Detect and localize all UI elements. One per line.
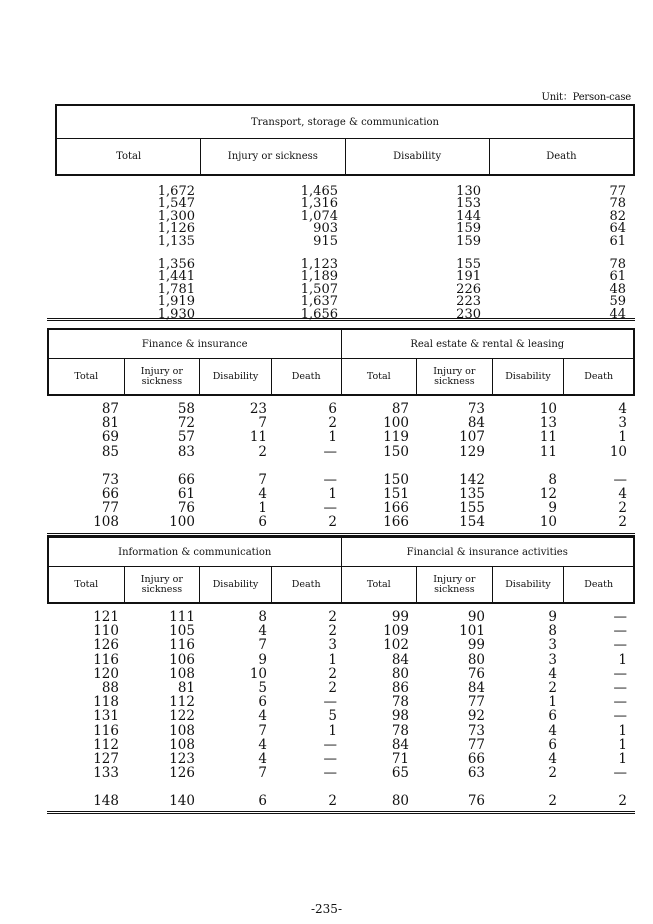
cell-injury-or-sickness: 57 xyxy=(177,429,195,446)
column-header-disability: Disability xyxy=(345,139,489,174)
table-row xyxy=(47,416,635,430)
cell-death: — xyxy=(323,443,337,460)
cell-total: 86 xyxy=(391,679,409,696)
cell-death: 3 xyxy=(618,415,627,432)
cell-total: 1,126 xyxy=(157,221,195,237)
table-row xyxy=(55,208,635,224)
cell-total: 119 xyxy=(383,429,409,446)
finance-realestate-table xyxy=(47,328,635,536)
cell-disability: 159 xyxy=(456,221,481,237)
cell-death: 4 xyxy=(618,485,627,502)
information-communication-title: Information & communication xyxy=(47,538,341,566)
cell-injury-or-sickness: 108 xyxy=(169,722,195,739)
cell-total: 1,930 xyxy=(157,306,195,322)
cell-injury-or-sickness: 1,637 xyxy=(300,294,338,310)
cell-death: 1 xyxy=(328,722,337,739)
cell-injury-or-sickness: 903 xyxy=(313,221,338,237)
table-row xyxy=(47,709,635,723)
cell-disability: 8 xyxy=(258,609,267,625)
transport-table-body xyxy=(55,176,635,321)
cell-disability: 2 xyxy=(548,765,557,782)
cell-disability: 7 xyxy=(258,637,267,654)
column-header-death: Death xyxy=(271,359,341,394)
cell-death: — xyxy=(323,471,337,488)
cell-death: 2 xyxy=(618,514,627,531)
cell-disability: 4 xyxy=(258,736,267,753)
cell-total: 118 xyxy=(93,694,119,711)
cell-disability: 223 xyxy=(456,294,481,310)
column-header-injury-or-sickness: Injury or sickness xyxy=(124,567,200,602)
cell-injury-or-sickness: 90 xyxy=(467,609,485,625)
cell-death: 48 xyxy=(609,281,626,297)
cell-death: — xyxy=(613,694,627,711)
column-header-disability: Disability xyxy=(199,359,271,394)
cell-injury-or-sickness: 108 xyxy=(169,736,195,753)
cell-total: 87 xyxy=(391,401,409,417)
cell-total: 108 xyxy=(93,514,119,531)
column-header-death: Death xyxy=(271,567,341,602)
table-titles xyxy=(47,328,635,359)
cell-injury-or-sickness: 58 xyxy=(177,401,195,417)
table-row xyxy=(55,198,635,210)
cell-disability: 4 xyxy=(258,708,267,725)
table-row xyxy=(47,445,635,459)
cell-total: 121 xyxy=(93,609,119,625)
column-header-total: Total xyxy=(74,578,99,590)
cell-disability: 1 xyxy=(548,694,557,711)
cell-injury-or-sickness: 155 xyxy=(459,500,485,517)
table-body xyxy=(47,604,635,814)
cell-total: 166 xyxy=(383,500,409,517)
cell-total: 88 xyxy=(101,679,119,696)
cell-disability: 130 xyxy=(456,184,481,199)
cell-disability: 11 xyxy=(539,443,557,460)
cell-death: — xyxy=(323,500,337,517)
cell-total: 84 xyxy=(391,651,409,668)
table-bottom-rule xyxy=(47,318,635,321)
cell-death: 1 xyxy=(618,429,627,446)
cell-disability: 9 xyxy=(548,609,557,625)
cell-death: 2 xyxy=(328,679,337,696)
cell-death: 6 xyxy=(328,401,337,417)
cell-death: 59 xyxy=(609,294,626,310)
cell-death: 61 xyxy=(609,269,626,285)
cell-death: — xyxy=(613,765,627,782)
real-estate-title: Real estate & rental & leasing xyxy=(341,330,636,358)
cell-disability: 3 xyxy=(548,651,557,668)
cell-death: — xyxy=(613,609,627,625)
table-row xyxy=(47,738,635,752)
cell-disability: 6 xyxy=(548,736,557,753)
cell-injury-or-sickness: 84 xyxy=(467,679,485,696)
cell-injury-or-sickness: 92 xyxy=(467,708,485,725)
table-row xyxy=(55,259,635,271)
cell-death: — xyxy=(323,694,337,711)
cell-disability: 9 xyxy=(548,500,557,517)
cell-injury-or-sickness: 116 xyxy=(169,637,195,654)
cell-injury-or-sickness: 126 xyxy=(169,765,195,782)
table-header-row xyxy=(47,359,635,396)
cell-disability: 2 xyxy=(548,679,557,696)
cell-death: 2 xyxy=(328,793,337,810)
cell-death: 2 xyxy=(328,609,337,625)
table-row xyxy=(47,766,635,780)
table-row xyxy=(47,681,635,695)
cell-disability: 4 xyxy=(258,750,267,767)
table-row xyxy=(47,695,635,709)
cell-injury-or-sickness: 61 xyxy=(177,485,195,502)
table-row xyxy=(47,473,635,487)
cell-total: 1,441 xyxy=(157,269,195,285)
cell-injury-or-sickness: 915 xyxy=(313,233,338,249)
column-header-death: Death xyxy=(563,359,633,394)
cell-injury-or-sickness: 111 xyxy=(169,609,195,625)
table-row xyxy=(47,430,635,444)
cell-death: — xyxy=(613,679,627,696)
cell-death: 2 xyxy=(328,623,337,640)
cell-disability: 4 xyxy=(548,722,557,739)
cell-death: 61 xyxy=(609,233,626,249)
cell-total: 77 xyxy=(101,500,119,517)
transport-group-1 xyxy=(55,186,635,248)
cell-total: 99 xyxy=(391,609,409,625)
cell-death: — xyxy=(613,623,627,640)
cell-death: 1 xyxy=(328,651,337,668)
table-row xyxy=(47,667,635,681)
cell-disability: 7 xyxy=(258,765,267,782)
cell-total: 66 xyxy=(101,485,119,502)
column-header-total: Total xyxy=(116,151,142,162)
cell-disability: 11 xyxy=(539,429,557,446)
cell-death: 64 xyxy=(609,221,626,237)
cell-disability: 10 xyxy=(539,401,557,417)
cell-total: 116 xyxy=(93,722,119,739)
cell-disability: 13 xyxy=(539,415,557,432)
cell-disability: 2 xyxy=(258,443,267,460)
cell-death: 4 xyxy=(618,401,627,417)
cell-total: 126 xyxy=(93,637,119,654)
cell-injury-or-sickness: 1,189 xyxy=(300,269,338,285)
table-row xyxy=(55,233,635,249)
column-header-injury-or-sickness: Injury or sickness xyxy=(416,567,492,602)
information-financial-table xyxy=(47,536,635,814)
cell-death: 82 xyxy=(609,208,626,224)
cell-total: 1,547 xyxy=(157,196,195,212)
cell-total: 100 xyxy=(383,415,409,432)
column-header-injury-or-sickness: Injury or sickness xyxy=(416,359,492,394)
cell-injury-or-sickness: 123 xyxy=(169,750,195,767)
cell-disability: 7 xyxy=(258,415,267,432)
transport-table xyxy=(55,104,635,321)
cell-death: — xyxy=(323,736,337,753)
cell-total: 151 xyxy=(383,485,409,502)
cell-disability: 7 xyxy=(258,722,267,739)
cell-injury-or-sickness: 73 xyxy=(467,401,485,417)
table-row xyxy=(47,638,635,652)
cell-disability: 4 xyxy=(258,485,267,502)
cell-injury-or-sickness: 72 xyxy=(177,415,195,432)
cell-disability: 191 xyxy=(456,269,481,285)
cell-disability: 8 xyxy=(548,623,557,640)
cell-total: 133 xyxy=(93,765,119,782)
cell-death: 1 xyxy=(328,429,337,446)
cell-total: 84 xyxy=(391,736,409,753)
cell-injury-or-sickness: 107 xyxy=(459,429,485,446)
cell-death: — xyxy=(613,637,627,654)
cell-injury-or-sickness: 66 xyxy=(467,750,485,767)
cell-death: 2 xyxy=(328,665,337,682)
cell-total: 1,919 xyxy=(157,294,195,310)
cell-disability: 6 xyxy=(258,694,267,711)
cell-total: 150 xyxy=(383,443,409,460)
cell-death: 3 xyxy=(328,637,337,654)
cell-total: 65 xyxy=(391,765,409,782)
cell-injury-or-sickness: 76 xyxy=(467,665,485,682)
cell-injury-or-sickness: 80 xyxy=(467,651,485,668)
cell-total: 71 xyxy=(391,750,409,767)
cell-total: 73 xyxy=(101,471,119,488)
cell-total: 116 xyxy=(93,651,119,668)
table-row xyxy=(47,501,635,515)
cell-death: 1 xyxy=(618,651,627,668)
cell-disability: 6 xyxy=(548,708,557,725)
cell-death: 2 xyxy=(618,793,627,810)
table-header-row xyxy=(47,567,635,604)
cell-injury-or-sickness: 140 xyxy=(169,793,195,810)
cell-disability: 230 xyxy=(456,306,481,322)
cell-disability: 10 xyxy=(249,665,267,682)
table-row xyxy=(47,752,635,766)
column-header-total: Total xyxy=(341,567,417,602)
cell-disability: 6 xyxy=(258,793,267,810)
cell-injury-or-sickness: 100 xyxy=(169,514,195,531)
cell-injury-or-sickness: 108 xyxy=(169,665,195,682)
cell-death: — xyxy=(323,750,337,767)
cell-injury-or-sickness: 73 xyxy=(467,722,485,739)
cell-disability: 159 xyxy=(456,233,481,249)
cell-total: 80 xyxy=(391,665,409,682)
cell-injury-or-sickness: 1,507 xyxy=(300,281,338,297)
table-row xyxy=(55,281,635,297)
cell-total: 131 xyxy=(93,708,119,725)
cell-death: 1 xyxy=(618,736,627,753)
cell-total: 148 xyxy=(93,793,119,810)
column-header-injury: Injury or sickness xyxy=(200,139,344,174)
table-row xyxy=(55,271,635,283)
cell-disability: 155 xyxy=(456,257,481,272)
transport-group-2 xyxy=(55,259,635,321)
cell-death: — xyxy=(323,765,337,782)
cell-total: 78 xyxy=(391,722,409,739)
cell-injury-or-sickness: 1,465 xyxy=(300,184,338,199)
cell-total: 112 xyxy=(93,736,119,753)
cell-disability: 4 xyxy=(548,750,557,767)
cell-injury-or-sickness: 63 xyxy=(467,765,485,782)
table-row xyxy=(47,610,635,624)
cell-total: 80 xyxy=(391,793,409,810)
cell-disability: 10 xyxy=(539,514,557,531)
table-row xyxy=(47,653,635,667)
cell-injury-or-sickness: 66 xyxy=(177,471,195,488)
cell-total: 78 xyxy=(391,694,409,711)
cell-disability: 7 xyxy=(258,471,267,488)
cell-disability: 1 xyxy=(258,500,267,517)
table-bottom-rule xyxy=(47,811,635,814)
cell-disability: 11 xyxy=(249,429,267,446)
cell-death: — xyxy=(613,665,627,682)
cell-total: 150 xyxy=(383,471,409,488)
cell-death: 1 xyxy=(328,485,337,502)
cell-death: 10 xyxy=(609,443,627,460)
table-row xyxy=(55,223,635,235)
cell-total: 87 xyxy=(101,401,119,417)
cell-total: 98 xyxy=(391,708,409,725)
cell-injury-or-sickness: 106 xyxy=(169,651,195,668)
cell-total: 1,672 xyxy=(157,184,195,199)
cell-death: 2 xyxy=(328,514,337,531)
cell-disability: 153 xyxy=(456,196,481,212)
cell-total: 1,781 xyxy=(157,281,195,297)
finance-insurance-title: Finance & insurance xyxy=(47,330,341,358)
cell-total: 120 xyxy=(93,665,119,682)
table-row xyxy=(55,186,635,198)
transport-table-header xyxy=(55,139,635,176)
cell-death: — xyxy=(613,471,627,488)
row-gap xyxy=(47,459,635,473)
cell-death: 2 xyxy=(618,500,627,517)
cell-injury-or-sickness: 77 xyxy=(467,736,485,753)
cell-total: 110 xyxy=(93,623,119,640)
cell-injury-or-sickness: 105 xyxy=(169,623,195,640)
cell-disability: 12 xyxy=(539,485,557,502)
cell-injury-or-sickness: 99 xyxy=(467,637,485,654)
table-row xyxy=(47,724,635,738)
cell-disability: 3 xyxy=(548,637,557,654)
cell-injury-or-sickness: 101 xyxy=(459,623,485,640)
cell-injury-or-sickness: 1,123 xyxy=(300,257,338,272)
column-header-disability: Disability xyxy=(492,567,564,602)
cell-total: 81 xyxy=(101,415,119,432)
column-header-death: Death xyxy=(489,139,633,174)
cell-death: 5 xyxy=(328,708,337,725)
table-row xyxy=(47,402,635,416)
cell-injury-or-sickness: 1,316 xyxy=(300,196,338,212)
cell-total: 166 xyxy=(383,514,409,531)
cell-injury-or-sickness: 129 xyxy=(459,443,485,460)
cell-disability: 2 xyxy=(548,793,557,810)
cell-death: 1 xyxy=(618,750,627,767)
cell-disability: 4 xyxy=(258,623,267,640)
cell-injury-or-sickness: 77 xyxy=(467,694,485,711)
financial-insurance-title: Financial & insurance activities xyxy=(341,538,636,566)
cell-injury-or-sickness: 142 xyxy=(459,471,485,488)
cell-injury-or-sickness: 135 xyxy=(459,485,485,502)
cell-total: 109 xyxy=(383,623,409,640)
cell-death: 77 xyxy=(609,184,626,199)
cell-death: — xyxy=(613,708,627,725)
table-row xyxy=(47,624,635,638)
cell-injury-or-sickness: 76 xyxy=(177,500,195,517)
cell-death: 2 xyxy=(328,415,337,432)
cell-total: 102 xyxy=(383,637,409,654)
cell-total: 85 xyxy=(101,443,119,460)
cell-injury-or-sickness: 81 xyxy=(177,679,195,696)
cell-death: 78 xyxy=(609,196,626,212)
table-titles xyxy=(47,536,635,567)
cell-disability: 6 xyxy=(258,514,267,531)
column-header-death: Death xyxy=(563,567,633,602)
table-row xyxy=(47,794,635,808)
column-header-total: Total xyxy=(341,359,417,394)
cell-death: 1 xyxy=(618,722,627,739)
table-row xyxy=(47,487,635,501)
table-body xyxy=(47,396,635,536)
cell-disability: 226 xyxy=(456,281,481,297)
cell-death: 78 xyxy=(609,257,626,272)
page-number: -235- xyxy=(310,902,342,916)
column-header-disability: Disability xyxy=(492,359,564,394)
cell-injury-or-sickness: 76 xyxy=(467,793,485,810)
cell-disability: 144 xyxy=(456,208,481,224)
column-header-disability: Disability xyxy=(199,567,271,602)
cell-injury-or-sickness: 84 xyxy=(467,415,485,432)
cell-injury-or-sickness: 154 xyxy=(459,514,485,531)
cell-injury-or-sickness: 83 xyxy=(177,443,195,460)
table-row xyxy=(47,515,635,529)
row-gap xyxy=(47,780,635,794)
cell-death: 44 xyxy=(609,306,626,322)
cell-disability: 5 xyxy=(258,679,267,696)
cell-injury-or-sickness: 1,074 xyxy=(300,208,338,224)
unit-label: Unit：Person-case xyxy=(541,92,631,103)
table-row xyxy=(55,296,635,308)
column-header-total: Total xyxy=(74,370,99,382)
cell-disability: 9 xyxy=(258,651,267,668)
cell-injury-or-sickness: 122 xyxy=(169,708,195,725)
cell-total: 1,300 xyxy=(157,208,195,224)
cell-total: 1,135 xyxy=(157,233,195,249)
cell-total: 127 xyxy=(93,750,119,767)
cell-disability: 23 xyxy=(249,401,267,417)
cell-total: 69 xyxy=(101,429,119,446)
cell-injury-or-sickness: 1,656 xyxy=(300,306,338,322)
cell-total: 1,356 xyxy=(157,257,195,272)
cell-disability: 4 xyxy=(548,665,557,682)
transport-table-title: Transport, storage & communication xyxy=(55,104,635,139)
cell-disability: 8 xyxy=(548,471,557,488)
column-header-injury-or-sickness: Injury or sickness xyxy=(124,359,200,394)
cell-injury-or-sickness: 112 xyxy=(169,694,195,711)
